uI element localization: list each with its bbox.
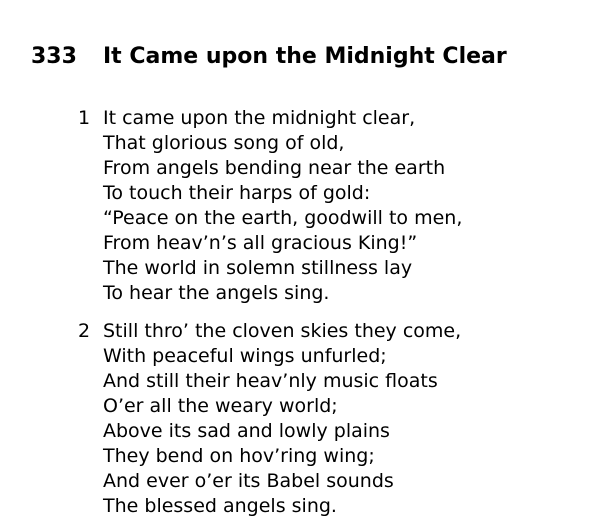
verse-line: With peaceful wings unfurled;: [103, 345, 387, 367]
verse-line: That glorious song of old,: [103, 132, 345, 154]
verse-number: 2: [78, 320, 91, 342]
verse-number: 1: [78, 107, 91, 129]
hymn-number: 333: [31, 44, 77, 69]
verse-lines: [103, 319, 461, 519]
verse-line: The blessed angels sing.: [103, 495, 337, 517]
hymn-header: [31, 43, 507, 71]
verse-line: To hear the angels sing.: [103, 282, 330, 304]
verse-line: “Peace on the earth, goodwill to men,: [103, 207, 463, 229]
verse-line: Still thro’ the cloven skies they come,: [103, 320, 462, 342]
verse-line: From angels bending near the earth: [103, 157, 446, 179]
verse-line: And ever o’er its Babel sounds: [103, 470, 394, 492]
verse-2: [78, 319, 461, 519]
verse-line: They bend on hov’ring wing;: [103, 445, 375, 467]
verse-1: [78, 106, 462, 306]
verse-line: The world in solemn stillness lay: [103, 257, 413, 279]
verse-line: From heav’n’s all gracious King!”: [103, 232, 418, 254]
verse-lines: [103, 106, 462, 306]
verse-line: O’er all the weary world;: [103, 395, 338, 417]
verse-line: To touch their harps of gold:: [103, 182, 371, 204]
verse-line: And still their heav’nly music floats: [103, 370, 438, 392]
verse-line: Above its sad and lowly plains: [103, 420, 390, 442]
hymn-title: It Came upon the Midnight Clear: [103, 44, 507, 69]
verse-line: It came upon the midnight clear,: [103, 107, 416, 129]
